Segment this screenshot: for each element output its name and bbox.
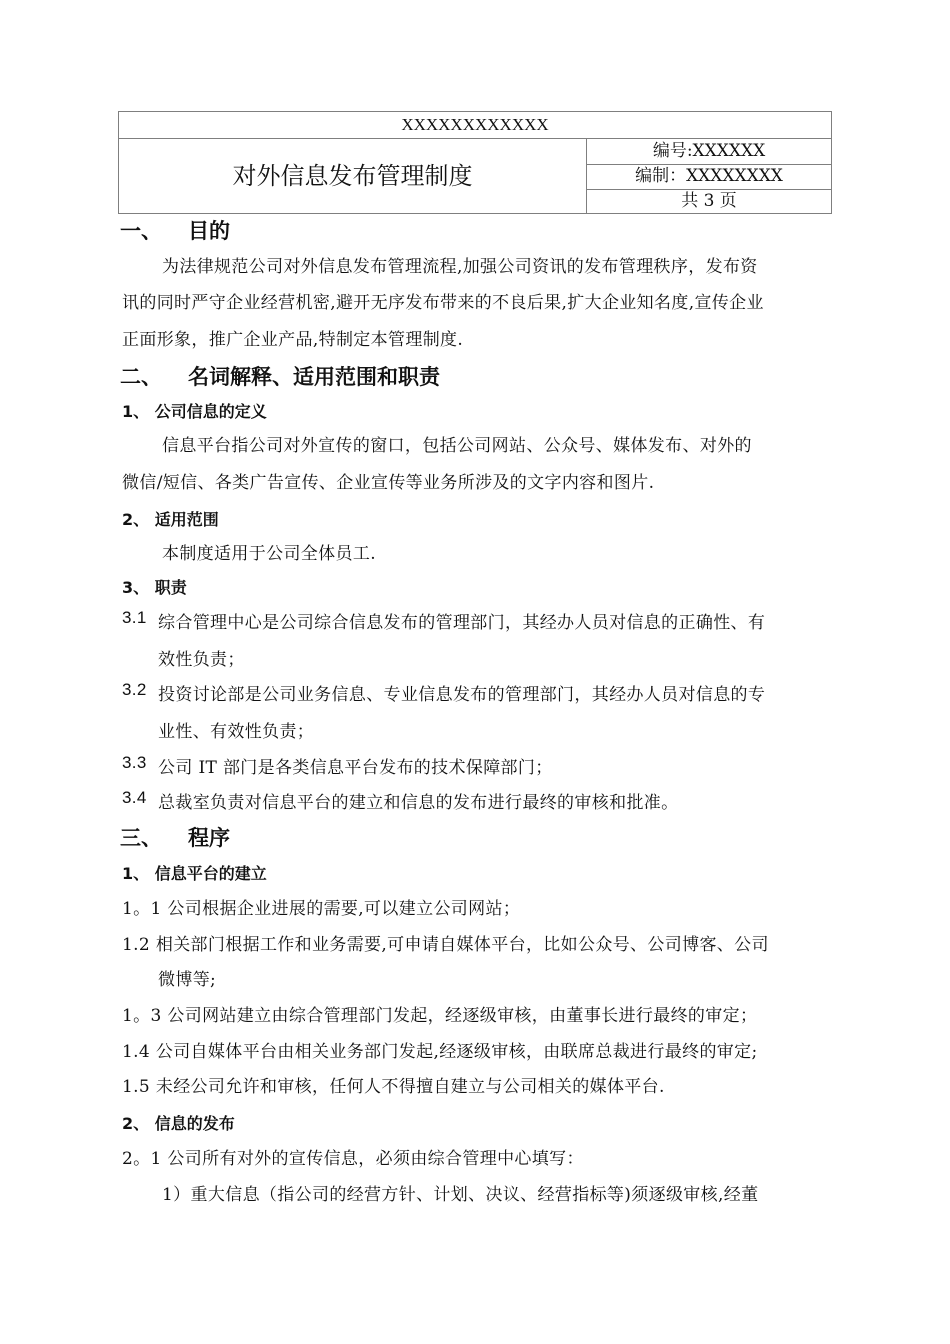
- list-item-text: 效性负责；: [158, 650, 245, 670]
- section-heading-definitions: [120, 361, 440, 391]
- section-number: 三、: [120, 826, 162, 850]
- document-header-table: [118, 111, 832, 214]
- paragraph-line: 1）重大信息（指公司的经营方针、计划、决议、经营指标等)须逐级审核,经董: [162, 1185, 759, 1205]
- section-number: 二、: [120, 365, 162, 389]
- list-item-number: 3.3: [122, 753, 147, 772]
- paragraph-line: 1.4 公司自媒体平台由相关业务部门发起,经逐级审核，由联席总裁进行最终的审定;: [122, 1042, 758, 1062]
- list-item-text: 投资讨论部是公司业务信息、专业信息发布的管理部门，其经办人员对信息的专: [158, 685, 766, 705]
- list-item-number: 3.1: [122, 608, 147, 627]
- list-item-number: 3.4: [122, 788, 147, 807]
- paragraph-line: 正面形象，推广企业产品,特制定本管理制度.: [122, 330, 464, 350]
- section-title: 名词解释、适用范围和职责: [188, 365, 440, 389]
- list-item-text: 总裁室负责对信息平台的建立和信息的发布进行最终的审核和批准。: [158, 793, 679, 813]
- section-number: 一、: [120, 219, 162, 243]
- section-heading-purpose: [120, 215, 230, 245]
- list-item-text: 业性、有效性负责；: [158, 722, 315, 742]
- paragraph-line: 1。3 公司网站建立由综合管理部门发起，经逐级审核，由董事长进行最终的审定；: [122, 1006, 758, 1026]
- paragraph-line: 微信/短信、各类广告宣传、企业宣传等业务所涉及的文字内容和图片.: [122, 473, 655, 493]
- paragraph-line: 微博等;: [158, 970, 217, 990]
- paragraph-line: 1.5 未经公司允许和审核，任何人不得擅自建立与公司相关的媒体平台.: [122, 1077, 665, 1097]
- paragraph-line: 讯的同时严守企业经营机密,避开无序发布带来的不良后果,扩大企业知名度,宣传企业: [122, 293, 764, 313]
- paragraph-line: 2。1 公司所有对外的宣传信息，必须由综合管理中心填写：: [122, 1149, 584, 1169]
- document-editor: 编制：XXXXXXXX: [587, 164, 831, 190]
- section-title: 目的: [188, 219, 230, 243]
- paragraph-line: 信息平台指公司对外宣传的窗口，包括公司网站、公众号、媒体发布、对外的: [162, 436, 752, 456]
- document-number: 编号:XXXXXX: [587, 139, 831, 165]
- paragraph-line: 1.2 相关部门根据工作和业务需要,可申请自媒体平台，比如公众号、公司博客、公司: [122, 935, 769, 955]
- subsection-heading: 2、 适用范围: [122, 510, 219, 529]
- subsection-heading: 2、 信息的发布: [122, 1114, 235, 1133]
- subsection-heading: 1、 信息平台的建立: [122, 864, 267, 883]
- page-count: 共 3 页: [681, 191, 737, 211]
- list-item-text: 公司 IT 部门是各类信息平台发布的技术保障部门；: [158, 758, 553, 778]
- subsection-heading: 3、 职责: [122, 578, 187, 597]
- company-name: XXXXXXXXXXXX: [119, 112, 831, 139]
- section-heading-procedure: [120, 822, 230, 852]
- paragraph-line: 1。1 公司根据企业进展的需要,可以建立公司网站；: [122, 899, 521, 919]
- list-item-text: 综合管理中心是公司综合信息发布的管理部门，其经办人员对信息的正确性、有: [158, 613, 766, 633]
- document-title: 对外信息发布管理制度: [119, 139, 587, 213]
- paragraph-line: 为法律规范公司对外信息发布管理流程,加强公司资讯的发布管理秩序，发布资: [162, 257, 758, 277]
- list-item-number: 3.2: [122, 680, 147, 699]
- subsection-heading: 1、 公司信息的定义: [122, 402, 267, 421]
- section-title: 程序: [188, 826, 230, 850]
- paragraph-line: 本制度适用于公司全体员工.: [162, 544, 376, 564]
